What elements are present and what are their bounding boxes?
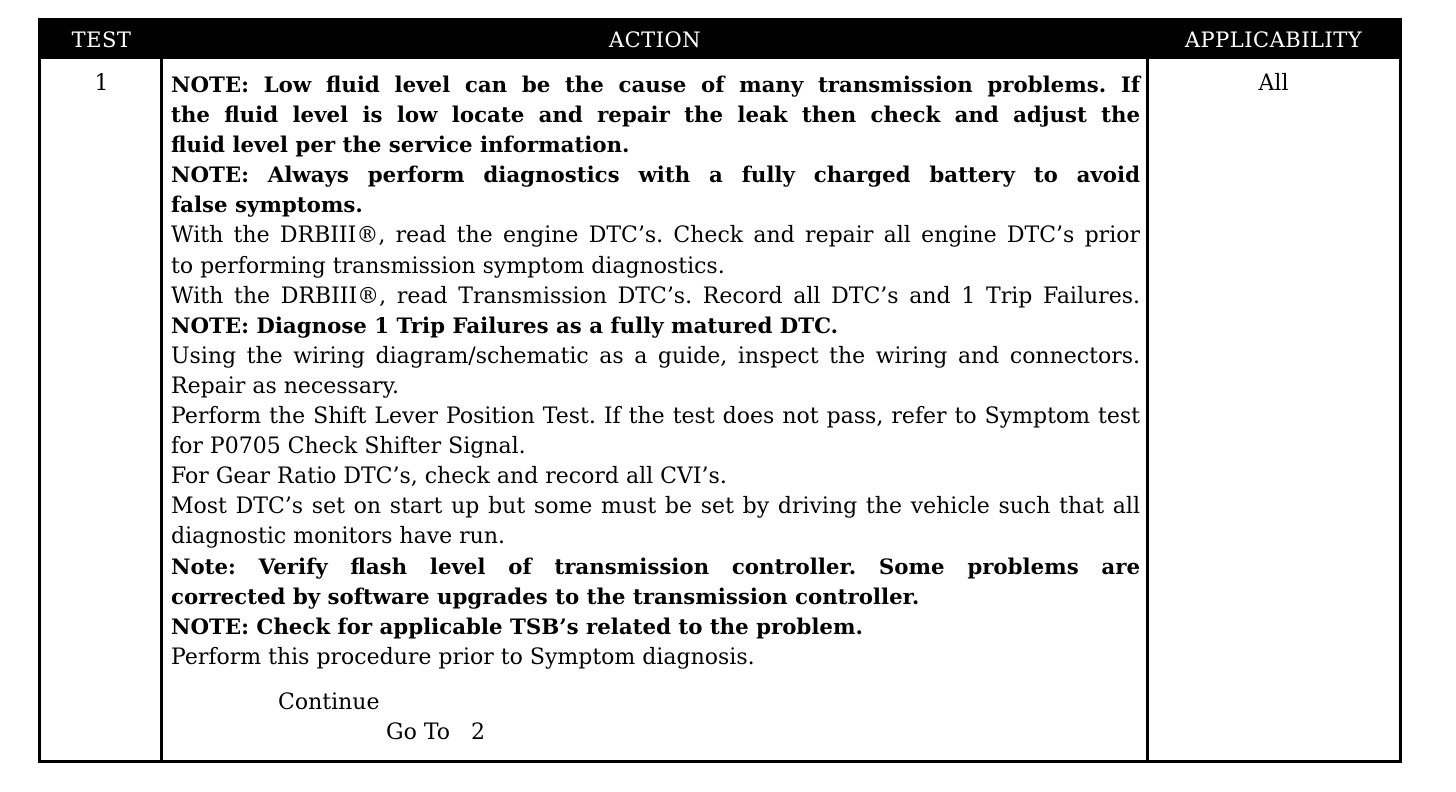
action-line: false symptoms. <box>171 193 363 219</box>
action-line: to performing transmission symptom diagnostics. <box>171 253 725 279</box>
diagnostic-table <box>38 18 1402 763</box>
action-line: Note: Verify flash level of transmission controller. Some problems are <box>171 554 1140 580</box>
continue-label: Continue <box>278 690 380 715</box>
goto-target: 2 <box>471 720 486 745</box>
action-line: diagnostic monitors have run. <box>171 524 505 550</box>
header-applicability: APPLICABILITY <box>1184 28 1363 52</box>
column-divider <box>160 59 163 760</box>
applicability-value: All <box>1258 71 1289 96</box>
action-line: NOTE: Check for applicable TSB’s related to the problem. <box>171 614 863 640</box>
action-line: With the DRBIII®, read the engine DTC’s. Check and repair all engine DTC’s prior <box>171 223 1140 249</box>
action-line: Repair as necessary. <box>171 373 399 399</box>
action-line: For Gear Ratio DTC’s, check and record all CVI’s. <box>171 464 727 490</box>
action-line: With the DRBIII®, read Transmission DTC’s. Record all DTC’s and 1 Trip Failures. <box>171 283 1140 309</box>
action-line: NOTE: Always perform diagnostics with a fully charged battery to avoid <box>171 163 1140 189</box>
action-line: Most DTC’s set on start up but some must be set by driving the vehicle such that all <box>171 494 1140 520</box>
action-line: fluid level per the service information. <box>171 133 630 159</box>
table-header <box>41 21 1399 59</box>
action-line: for P0705 Check Shifter Signal. <box>171 434 526 460</box>
header-test: TEST <box>71 28 132 52</box>
action-cell <box>171 71 1140 673</box>
header-action: ACTION <box>608 28 702 52</box>
action-line: corrected by software upgrades to the transmission controller. <box>171 584 920 610</box>
action-line: NOTE: Diagnose 1 Trip Failures as a fully matured DTC. <box>171 313 839 339</box>
action-line: Perform the Shift Lever Position Test. If the test does not pass, refer to Symptom test <box>171 404 1140 430</box>
action-line: the fluid level is low locate and repair the leak then check and adjust the <box>171 103 1140 129</box>
goto-instruction <box>386 720 485 745</box>
column-divider <box>1146 59 1149 760</box>
action-line: NOTE: Low fluid level can be the cause of many transmission problems. If <box>171 73 1140 98</box>
goto-label: Go To <box>386 720 451 745</box>
action-line: Using the wiring diagram/schematic as a guide, inspect the wiring and connectors. <box>171 343 1140 369</box>
action-line: Perform this procedure prior to Symptom diagnosis. <box>171 644 755 670</box>
test-number: 1 <box>94 71 109 96</box>
